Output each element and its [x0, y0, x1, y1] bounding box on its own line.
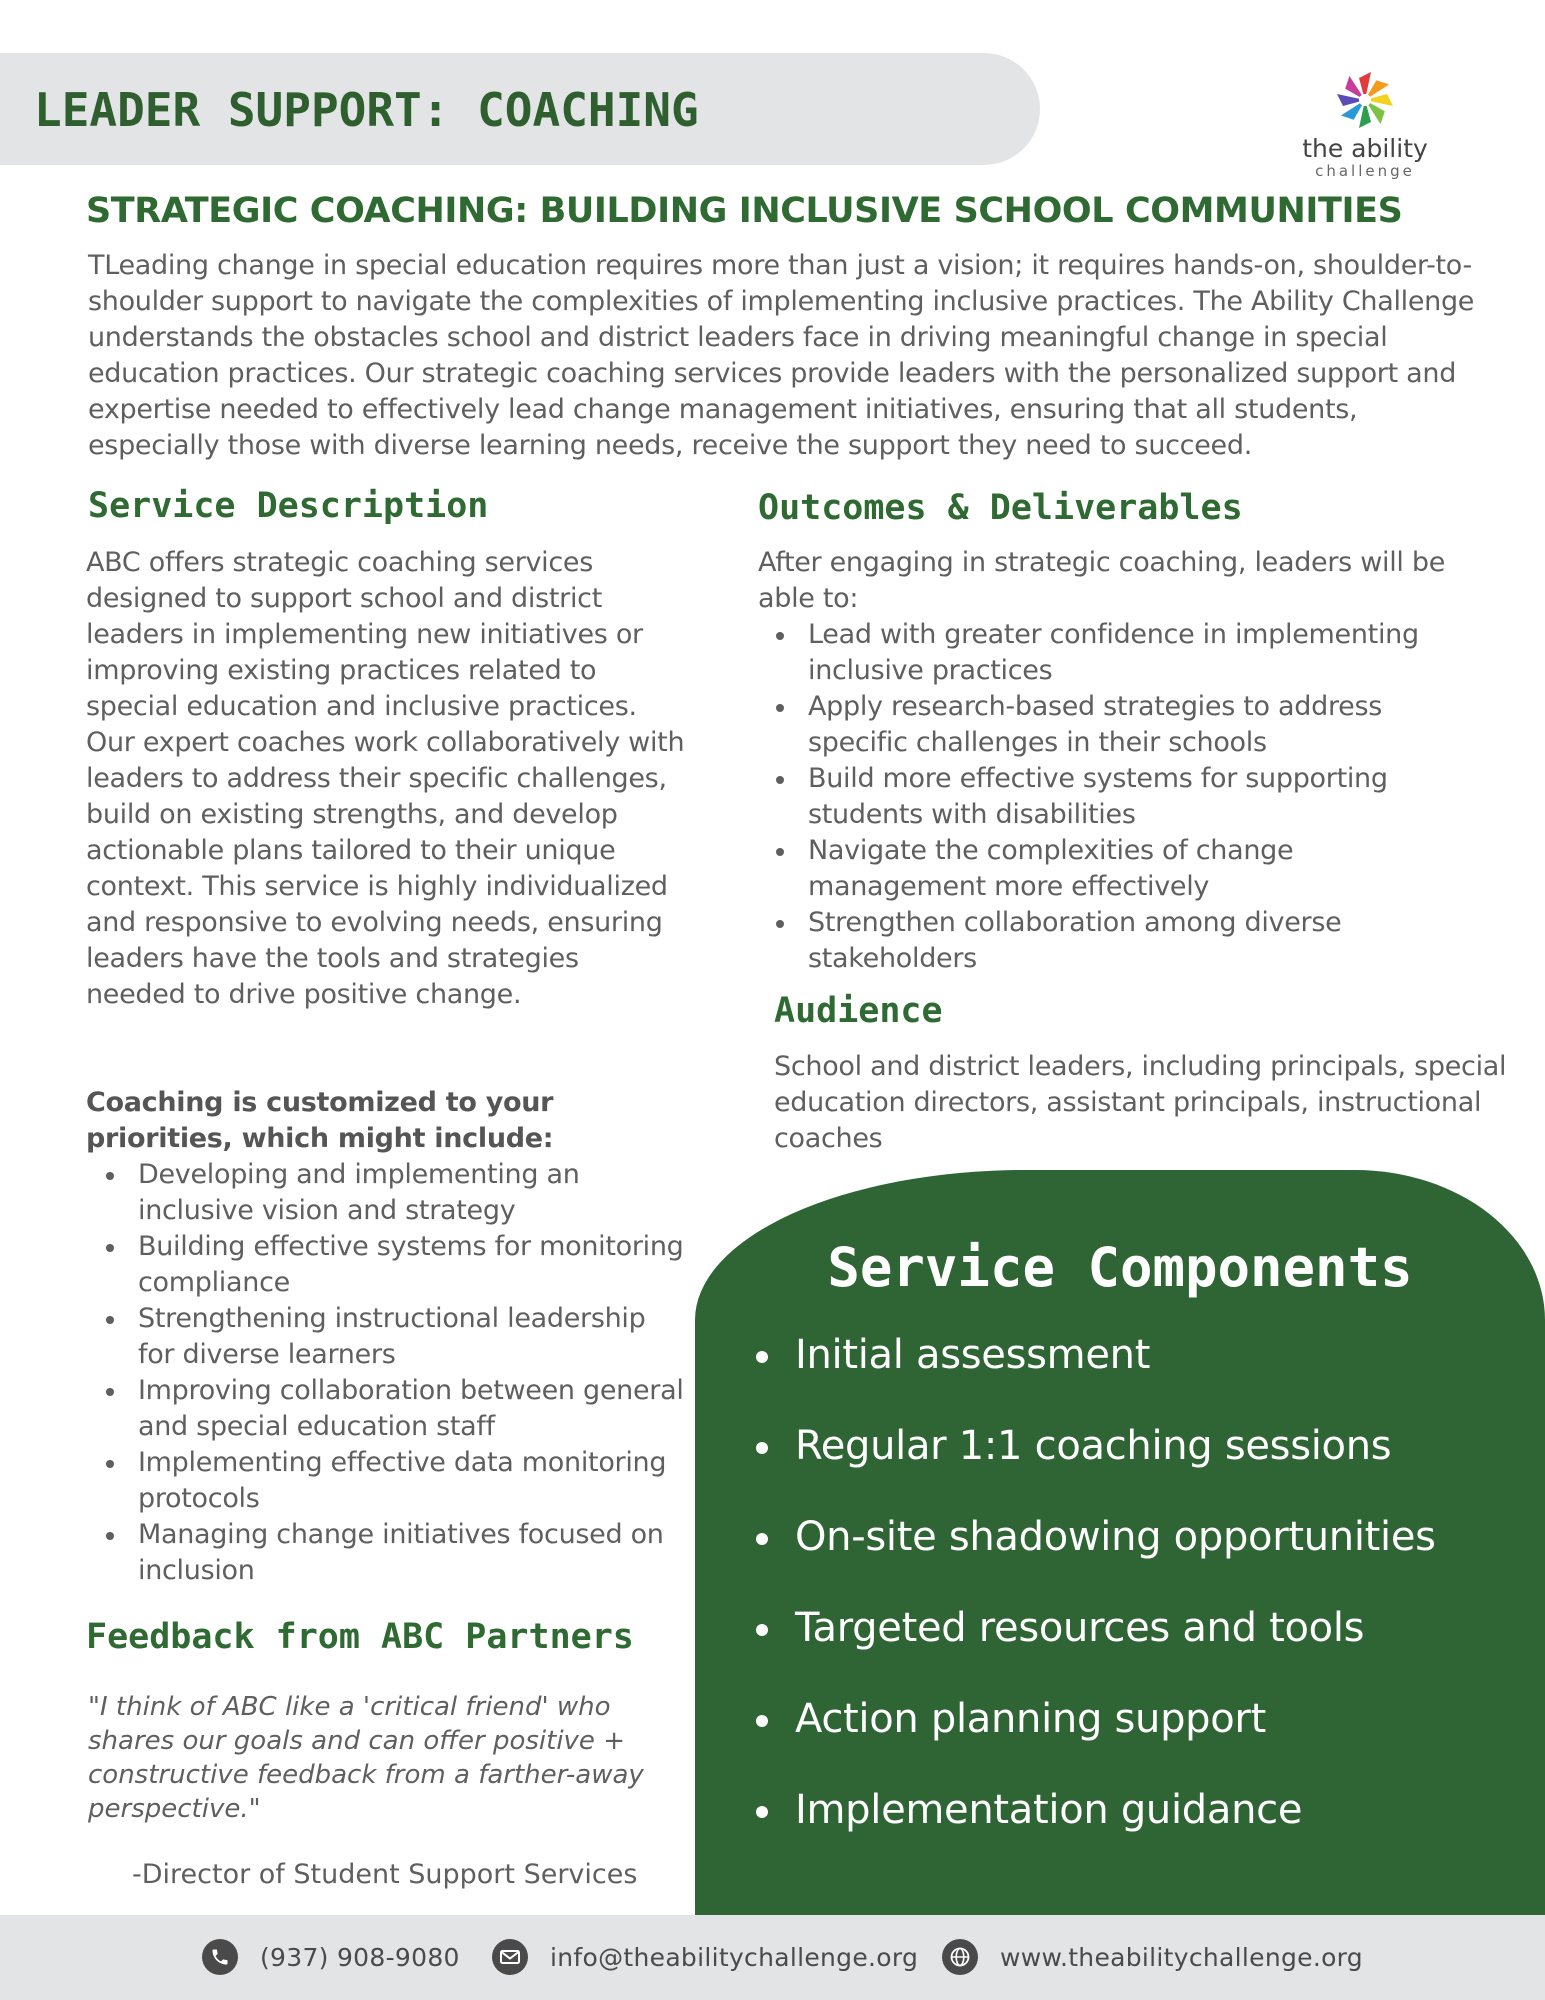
website-url: www.theabilitychallenge.org — [1000, 1942, 1363, 1972]
service-description-body: ABC offers strategic coaching services designed to support school and district leaders in implementing new initiatives or improving existing practices related to special education and inclusive practices. Our expert coaches work collaboratively with leaders to address their specific challenges, build on existing strengths, and develop actionable plans tailored to their unique context. This service is highly individualized and responsive to evolving needs, ensuring leaders have the tools and strategies needed to drive positive change. — [86, 547, 685, 1010]
logo-subtitle: challenge — [1315, 162, 1415, 180]
service-components-list — [745, 1310, 1436, 1856]
outcomes-intro: After engaging in strategic coaching, leaders will be able to: — [758, 547, 1446, 614]
page-title: LEADER SUPPORT: COACHING — [34, 83, 699, 137]
intro-paragraph: TLeading change in special education requires more than just a vision; it requires hands-on, shoulder-to-shoulder support to navigate the complexities of implementing inclusive practices. The Ability Challenge understands the obstacles school and district leaders face in driving meaningful change in special education practices. Our strategic coaching services provide leaders with the personalized support and expertise needed to effectively lead change management initiatives, ensuring that all students, especially those with diverse learning needs, receive the support they need to succeed. — [88, 250, 1475, 461]
audience-body: School and district leaders, including principals, special education directors, assistant principals, instructional coaches — [774, 1051, 1507, 1154]
list-item: Regular 1:1 coaching sessions — [745, 1401, 1436, 1492]
footer-website[interactable] — [942, 1939, 1363, 1975]
outcomes-list — [758, 617, 1478, 977]
list-item: Managing change initiatives focused on inclusion — [88, 1517, 688, 1589]
list-item: Navigate the complexities of change management more effectively — [758, 833, 1478, 905]
list-item: Apply research-based strategies to address specific challenges in their schools — [758, 689, 1478, 761]
list-item: Implementing effective data monitoring protocols — [88, 1445, 688, 1517]
email-icon — [492, 1939, 528, 1975]
list-item: Strengthen collaboration among diverse stakeholders — [758, 905, 1478, 977]
main-heading: STRATEGIC COACHING: BUILDING INCLUSIVE SCHOOL COMMUNITIES — [86, 191, 1403, 231]
list-item: Build more effective systems for supporting students with disabilities — [758, 761, 1478, 833]
priorities-intro: Coaching is customized to your priorities, which might include: — [86, 1087, 554, 1154]
service-description-heading: Service Description — [88, 486, 489, 526]
feedback-heading: Feedback from ABC Partners — [86, 1617, 634, 1657]
list-item: Improving collaboration between general and special education staff — [88, 1373, 688, 1445]
list-item: Initial assessment — [745, 1310, 1436, 1401]
list-item: Action planning support — [745, 1674, 1436, 1765]
list-item: Lead with greater confidence in implementing inclusive practices — [758, 617, 1478, 689]
list-item: On-site shadowing opportunities — [745, 1492, 1436, 1583]
list-item: Targeted resources and tools — [745, 1583, 1436, 1674]
pinwheel-logo-icon — [1333, 68, 1397, 132]
phone-icon — [202, 1939, 238, 1975]
list-item: Implementation guidance — [745, 1765, 1436, 1856]
list-item: Strengthening instructional leadership for diverse learners — [88, 1301, 688, 1373]
phone-number: (937) 908-9080 — [260, 1942, 460, 1972]
feedback-quote: "I think of ABC like a 'critical friend' who shares our goals and can offer positive + constructive feedback from a farther-away perspective." — [88, 1692, 644, 1824]
footer — [0, 1915, 1545, 2000]
list-item: Building effective systems for monitoring compliance — [88, 1229, 688, 1301]
logo-name: the ability — [1302, 134, 1428, 163]
outcomes-heading: Outcomes & Deliverables — [758, 488, 1243, 528]
globe-icon — [942, 1939, 978, 1975]
footer-phone[interactable] — [202, 1939, 460, 1975]
feedback-attribution: -Director of Student Support Services — [132, 1859, 638, 1890]
audience-heading: Audience — [774, 991, 943, 1031]
priorities-list — [88, 1157, 688, 1589]
email-address: info@theabilitychallenge.org — [550, 1942, 919, 1972]
logo — [1298, 68, 1432, 183]
list-item: Developing and implementing an inclusive vision and strategy — [88, 1157, 688, 1229]
service-components-title: Service Components — [827, 1236, 1413, 1299]
footer-email[interactable] — [492, 1939, 918, 1975]
